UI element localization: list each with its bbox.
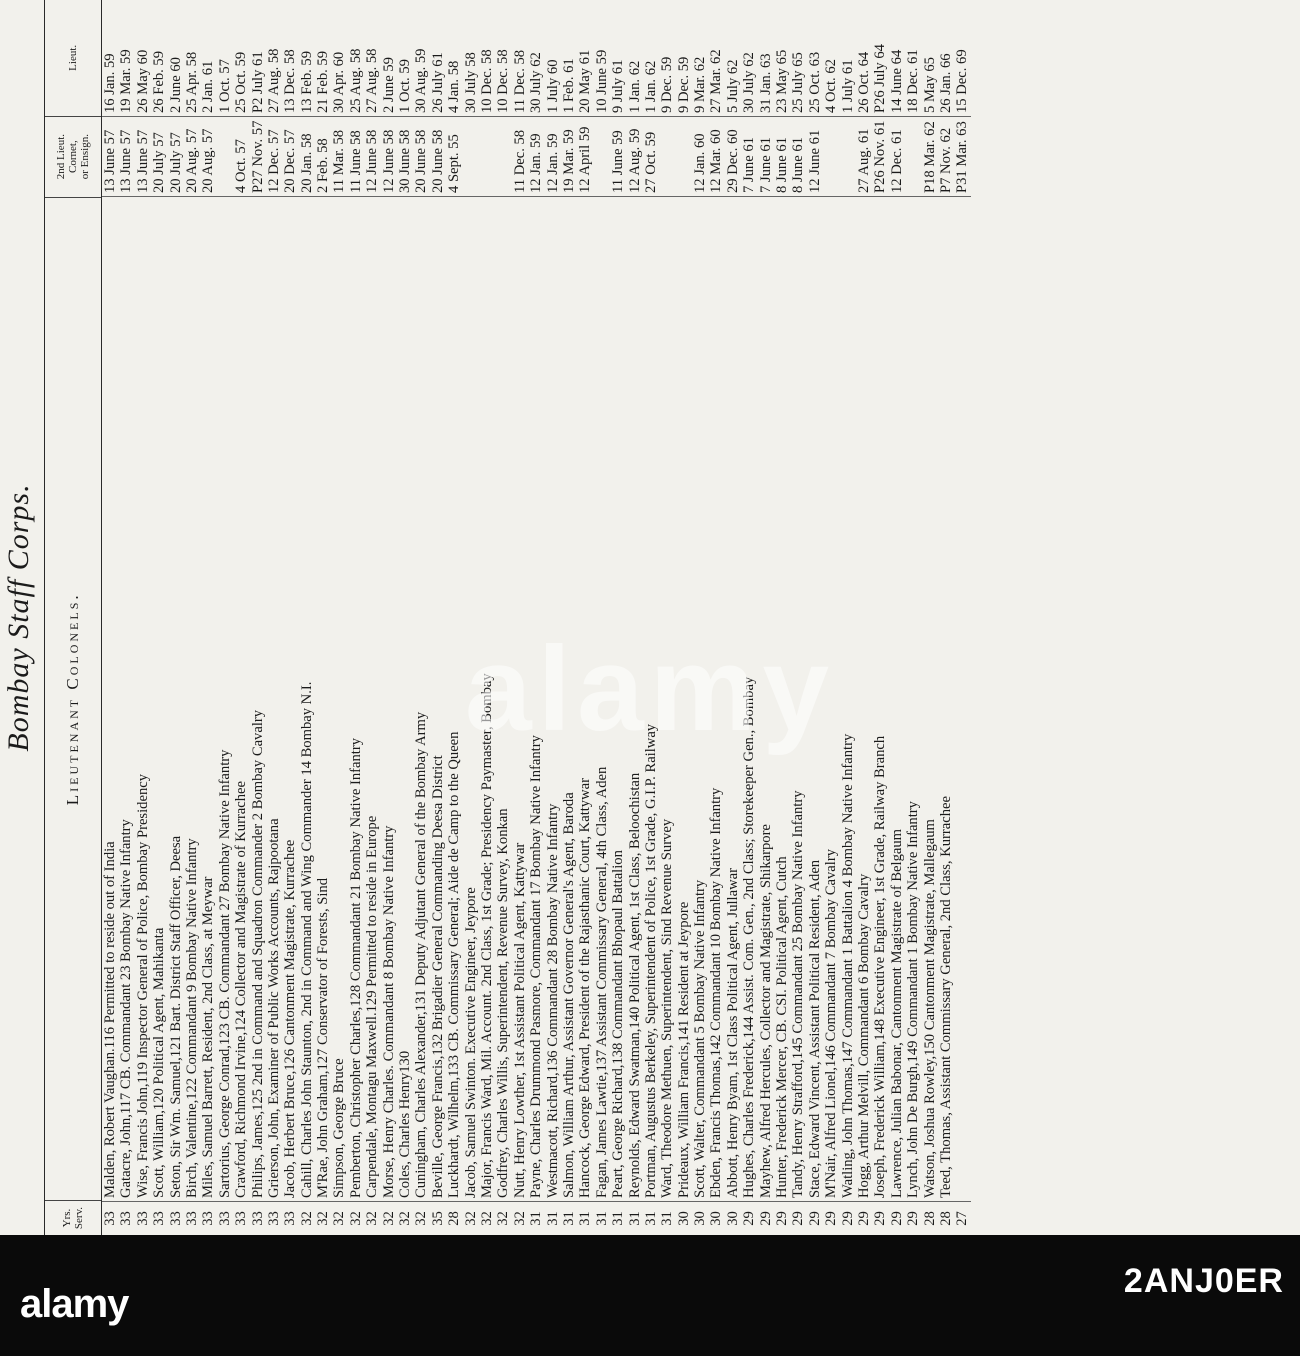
lieut-date-cell: 26 Jan. 66 bbox=[937, 53, 954, 113]
table-row bbox=[627, 0, 643, 1235]
table-row bbox=[708, 0, 724, 1235]
years-service-cell: 33 bbox=[102, 1201, 118, 1235]
officer-entry-cell: Nutt, Henry Lowther, 1st Assistant Political Agent, Kattywar bbox=[512, 196, 528, 1201]
lieut-date-cell: 10 Dec. 58 bbox=[495, 49, 512, 113]
running-title: Bombay Staff Corps. bbox=[2, 483, 35, 752]
years-service-cell: 30 bbox=[708, 1201, 724, 1235]
officer-entry-cell: Ebden, Francis Thomas,142 Commandant 10 Bombay Native Infantry bbox=[708, 196, 724, 1201]
ensign-date-cell: P27 Nov. 57 bbox=[250, 116, 266, 196]
ensign-date-cell: 20 June 58 bbox=[430, 116, 446, 196]
officer-entry-cell: Hogg, Arthur Melvill, Commandant 6 Bombay Cavalry bbox=[856, 196, 872, 1201]
officer-entry-cell: Grierson, John, Examiner of Public Works Accounts, Rajpootana bbox=[266, 196, 282, 1201]
table-row bbox=[889, 0, 905, 1235]
officer-entry-cell: Joseph, Frederick William,148 Executive Engineer, 1st Grade, Railway Branch bbox=[872, 196, 888, 1201]
years-service-cell: 32 bbox=[479, 1201, 495, 1235]
ensign-date-cell: 13 June 57 bbox=[102, 116, 118, 196]
years-service-cell: 32 bbox=[463, 1201, 479, 1235]
table-row bbox=[250, 0, 266, 1235]
years-service-cell: 32 bbox=[413, 1201, 429, 1235]
table-row bbox=[872, 0, 888, 1235]
table-row bbox=[758, 0, 774, 1235]
years-service-cell: 32 bbox=[364, 1201, 380, 1235]
header-lieut-date bbox=[45, 0, 101, 116]
officer-entry-cell: Birch, Valentine,122 Commandant 9 Bombay Native Infantry bbox=[184, 196, 200, 1201]
lieut-date-cell: 2 June 59 bbox=[380, 57, 397, 113]
table-row bbox=[659, 0, 675, 1235]
officer-entry-cell: Lawrence, Julian Babonar, Cantonment Magistrate of Belgaum bbox=[889, 196, 905, 1201]
officer-entry-cell: Crawford, Richmond Irvine,124 Collector and Magistrate of Kurrachee bbox=[233, 196, 249, 1201]
ensign-date-cell: 27 Aug. 61 bbox=[856, 116, 872, 196]
watermark: alamy bbox=[464, 622, 836, 756]
officer-entry-cell: Portman, Augustus Berkeley, Superintendent of Police, 1st Grade, G.I.P. Railway bbox=[643, 196, 659, 1201]
years-service-cell: 35 bbox=[430, 1201, 446, 1235]
table-row bbox=[479, 0, 495, 1235]
header-date-line2: Cornet, bbox=[67, 140, 79, 173]
officer-entry-cell: Stace, Edward Vincent, Assistant Political Resident, Aden bbox=[807, 196, 823, 1201]
years-service-cell: 31 bbox=[545, 1201, 561, 1235]
lieut-date-cell: 9 Dec. 59 bbox=[659, 56, 676, 113]
ensign-date-cell: 12 Jan. 59 bbox=[545, 116, 561, 196]
years-service-cell: 29 bbox=[889, 1201, 905, 1235]
years-service-cell: 33 bbox=[168, 1201, 184, 1235]
lieut-date-cell: 26 July 61 bbox=[429, 52, 446, 113]
officer-entry-cell: Scott, William,120 Political Agent, Mahikanta bbox=[151, 196, 167, 1201]
lieut-date-cell: 26 May 60 bbox=[134, 49, 151, 113]
table-row bbox=[938, 0, 954, 1235]
table-row bbox=[577, 0, 593, 1235]
ensign-date-cell: 7 June 61 bbox=[758, 116, 774, 196]
header-date-line1: 2nd Lieut. bbox=[55, 134, 67, 180]
officer-entry-cell: Coles, Charles Henry130 bbox=[397, 196, 413, 1201]
years-service-cell: 29 bbox=[905, 1201, 921, 1235]
ensign-date-cell: 12 April 59 bbox=[577, 116, 593, 196]
table-row bbox=[725, 0, 741, 1235]
ensign-date-cell: 13 June 57 bbox=[135, 116, 151, 196]
years-service-cell: 29 bbox=[840, 1201, 856, 1235]
table-row bbox=[397, 0, 413, 1235]
lieut-date-cell: 2 June 60 bbox=[167, 57, 184, 113]
officer-entry-cell: Godfrey, Charles Willis, Superintendent, Revenue Survey, Konkan bbox=[495, 196, 511, 1201]
years-service-cell: 32 bbox=[512, 1201, 528, 1235]
ensign-date-cell bbox=[905, 116, 921, 196]
ensign-date-cell: 20 July 57 bbox=[168, 116, 184, 196]
years-service-cell: 31 bbox=[594, 1201, 610, 1235]
table-row bbox=[561, 0, 577, 1235]
lieut-date-cell: 21 Feb. 59 bbox=[315, 50, 332, 113]
ensign-date-cell bbox=[495, 116, 511, 196]
years-service-cell: 28 bbox=[446, 1201, 462, 1235]
lieut-date-cell: 1 Oct. 59 bbox=[397, 59, 414, 113]
ensign-date-cell bbox=[217, 116, 233, 196]
officer-entry-cell: Jacob, Samuel Swinton. Executive Engineer, Jeypore bbox=[463, 196, 479, 1201]
table-row bbox=[413, 0, 429, 1235]
lieut-date-cell: 13 Dec. 58 bbox=[282, 49, 299, 113]
officer-entry-cell: Tandy, Henry Strafford,145 Commandant 25 Bombay Native Infantry bbox=[790, 196, 806, 1201]
lieut-date-cell: 1 July 61 bbox=[839, 59, 856, 113]
ensign-date-cell bbox=[823, 116, 839, 196]
footer-band bbox=[0, 1235, 1300, 1356]
lieut-date-cell: 2 Jan. 61 bbox=[200, 60, 217, 113]
table-row bbox=[856, 0, 872, 1235]
table-row bbox=[905, 0, 921, 1235]
years-service-cell: 31 bbox=[659, 1201, 675, 1235]
officer-entry-cell: Hunter, Frederick Mercer, CB. CSI. Political Agent, Cutch bbox=[774, 196, 790, 1201]
table-row bbox=[151, 0, 167, 1235]
lieut-date-cell: 26 Oct. 64 bbox=[855, 51, 872, 113]
ensign-date-cell: 12 Aug. 59 bbox=[627, 116, 643, 196]
table-row bbox=[217, 0, 233, 1235]
lieut-date-cell: 27 Mar. 62 bbox=[708, 49, 725, 113]
ensign-date-cell: 4 Oct. 57 bbox=[233, 116, 249, 196]
officer-entry-cell: M'Nair, Alfred Lionel,146 Commandant 7 Bombay Cavalry bbox=[823, 196, 839, 1201]
lieut-date-cell: 30 July 62 bbox=[741, 52, 758, 113]
table-row bbox=[348, 0, 364, 1235]
years-service-cell: 33 bbox=[118, 1201, 134, 1235]
ensign-date-cell bbox=[840, 116, 856, 196]
years-service-cell: 33 bbox=[200, 1201, 216, 1235]
ensign-date-cell: 11 Dec. 58 bbox=[512, 116, 528, 196]
ensign-date-cell: P7 Nov. 62 bbox=[938, 116, 954, 196]
years-service-cell: 30 bbox=[692, 1201, 708, 1235]
lieut-date-cell: 20 May 61 bbox=[577, 49, 594, 113]
ensign-date-cell: 12 Jan. 59 bbox=[528, 116, 544, 196]
brand-logo: alamy bbox=[20, 1282, 129, 1326]
ensign-date-cell: 4 Sept. 55 bbox=[446, 116, 462, 196]
table-row bbox=[299, 0, 315, 1235]
lieut-date-cell: 11 Dec. 58 bbox=[511, 49, 528, 113]
lieut-date-cell: 1 July 60 bbox=[544, 59, 561, 113]
table-row bbox=[381, 0, 397, 1235]
lieut-date-cell: 10 June 59 bbox=[593, 49, 610, 113]
ensign-date-cell: 20 July 57 bbox=[151, 116, 167, 196]
lieut-date-cell: 15 Dec. 69 bbox=[954, 49, 971, 113]
lieut-date-cell: 4 Jan. 58 bbox=[446, 60, 463, 113]
officer-entry-cell: Miles, Samuel Barrett, Resident, 2nd Class, at Meywar bbox=[200, 196, 216, 1201]
lieut-date-cell: 5 July 62 bbox=[724, 59, 741, 113]
officer-entry-cell: Philips, James,125 2nd in Command and Squadron Commander 2 Bombay Cavalry bbox=[250, 196, 266, 1201]
years-service-cell: 33 bbox=[282, 1201, 298, 1235]
years-service-cell: 32 bbox=[397, 1201, 413, 1235]
table-row bbox=[430, 0, 446, 1235]
header-years-service bbox=[45, 1200, 101, 1235]
officer-entry-cell: Cahill, Charles John Staunton, 2nd in Command and Wing Commander 14 Bombay N.I. bbox=[299, 196, 315, 1201]
header-yrs-label: Yrs. bbox=[61, 1208, 73, 1228]
years-service-cell: 29 bbox=[741, 1201, 757, 1235]
officer-entry-cell: Payne, Charles Drummond Pasmore, Commandant 17 Bombay Native Infantry bbox=[528, 196, 544, 1201]
lieut-date-cell: 25 July 65 bbox=[790, 52, 807, 113]
lieut-date-cell: 1 Jan. 62 bbox=[642, 60, 659, 113]
years-service-cell: 31 bbox=[561, 1201, 577, 1235]
ensign-date-cell: 20 June 58 bbox=[413, 116, 429, 196]
officer-entry-cell: Seton, Sir Wm. Samuel,121 Bart. District Staff Officer, Deesa bbox=[168, 196, 184, 1201]
table-header bbox=[45, 0, 102, 1235]
ensign-date-cell bbox=[594, 116, 610, 196]
officer-entry-cell: Wise, Francis John,119 Inspector General of Police, Bombay Presidency bbox=[135, 196, 151, 1201]
years-service-cell: 32 bbox=[331, 1201, 347, 1235]
lieut-date-cell: 5 May 65 bbox=[921, 57, 938, 113]
officer-entry-cell: Jacob, Herbert Bruce,126 Cantonment Magistrate, Kurrachee bbox=[282, 196, 298, 1201]
lieut-date-cell: 30 July 58 bbox=[462, 52, 479, 113]
table-row bbox=[643, 0, 659, 1235]
years-service-cell: 33 bbox=[217, 1201, 233, 1235]
lieut-date-cell: 16 Jan. 59 bbox=[102, 53, 118, 113]
lieut-date-cell: 10 Dec. 58 bbox=[478, 49, 495, 113]
lieut-date-cell: 23 May 65 bbox=[774, 49, 791, 113]
officer-entry-cell: Hancock, George Edward, President of the Rajasthanic Court, Kattywar bbox=[577, 196, 593, 1201]
years-service-cell: 32 bbox=[348, 1201, 364, 1235]
table-row bbox=[463, 0, 479, 1235]
table-row bbox=[545, 0, 561, 1235]
ensign-date-cell: 20 Aug. 57 bbox=[184, 116, 200, 196]
officer-entry-cell: Pemberton, Christopher Charles,128 Commandant 21 Bombay Native Infantry bbox=[348, 196, 364, 1201]
ensign-date-cell: 2 Feb. 58 bbox=[315, 116, 331, 196]
years-service-cell: 32 bbox=[299, 1201, 315, 1235]
table-row bbox=[823, 0, 839, 1235]
table-row bbox=[184, 0, 200, 1235]
years-service-cell: 33 bbox=[151, 1201, 167, 1235]
years-service-cell: 31 bbox=[627, 1201, 643, 1235]
table-row bbox=[840, 0, 856, 1235]
officer-entry-cell: Ward, Theodore Methuen, Superintendent, Sind Revenue Survey bbox=[659, 196, 675, 1201]
ensign-date-cell: 12 Mar. 60 bbox=[708, 116, 724, 196]
lieut-date-cell: P2 July 61 bbox=[249, 51, 266, 113]
ensign-date-cell: 20 Jan. 58 bbox=[299, 116, 315, 196]
years-service-cell: 29 bbox=[774, 1201, 790, 1235]
table-row bbox=[922, 0, 938, 1235]
years-service-cell: 32 bbox=[381, 1201, 397, 1235]
years-service-cell: 30 bbox=[676, 1201, 692, 1235]
ensign-date-cell: P31 Mar. 63 bbox=[954, 116, 970, 196]
table-row bbox=[364, 0, 380, 1235]
ensign-date-cell: 11 June 58 bbox=[348, 116, 364, 196]
ensign-date-cell: 8 June 61 bbox=[774, 116, 790, 196]
ensign-date-cell: 12 June 61 bbox=[807, 116, 823, 196]
table-row bbox=[118, 0, 134, 1235]
officer-entry-cell: Major, Francis Ward, Mil. Account. 2nd Class, 1st Grade; Presidency Paymaster, Bombay bbox=[479, 196, 495, 1201]
lieut-date-cell: 9 July 61 bbox=[610, 59, 627, 113]
officer-entry-cell: Prideaux, William Francis,141 Resident at Jeypore bbox=[676, 196, 692, 1201]
ensign-date-cell: 30 June 58 bbox=[397, 116, 413, 196]
years-service-cell: 33 bbox=[135, 1201, 151, 1235]
table-row bbox=[168, 0, 184, 1235]
lieut-date-cell: 1 Jan. 62 bbox=[626, 60, 643, 113]
years-service-cell: 29 bbox=[823, 1201, 839, 1235]
years-service-cell: 32 bbox=[315, 1201, 331, 1235]
table-row bbox=[692, 0, 708, 1235]
ensign-date-cell bbox=[659, 116, 675, 196]
lieut-date-cell: 19 Mar. 59 bbox=[118, 49, 135, 113]
lieut-date-cell: 4 Oct. 62 bbox=[823, 59, 840, 113]
years-service-cell: 33 bbox=[233, 1201, 249, 1235]
officer-entry-cell: Peart, George Richard,138 Commandant Bhopaul Battalion bbox=[610, 196, 626, 1201]
officer-entry-cell: Watling, John Thomas,147 Commandant 1 Battalion 4 Bombay Native Infantry bbox=[840, 196, 856, 1201]
years-service-cell: 31 bbox=[643, 1201, 659, 1235]
officer-entry-cell: Morse, Henry Charles. Commandant 8 Bombay Native Infantry bbox=[381, 196, 397, 1201]
lieut-date-cell: P26 July 64 bbox=[872, 44, 889, 113]
officer-entry-cell: Sartorius, George Conrad,123 CB. Commandant 27 Bombay Native Infantry bbox=[217, 196, 233, 1201]
officer-entry-cell: Watson, Joshua Rowley,150 Cantonment Magistrate, Mallegaum bbox=[922, 196, 938, 1201]
table-row bbox=[790, 0, 806, 1235]
officer-entry-cell: Teed, Thomas, Assistant Commissary General, 2nd Class, Kurrachee bbox=[938, 196, 954, 1201]
table-row bbox=[282, 0, 298, 1235]
years-service-cell: 31 bbox=[528, 1201, 544, 1235]
years-service-cell: 27 bbox=[954, 1201, 970, 1235]
table-row bbox=[233, 0, 249, 1235]
ensign-date-cell: 29 Dec. 60 bbox=[725, 116, 741, 196]
years-service-cell: 33 bbox=[250, 1201, 266, 1235]
lieut-date-cell: 14 June 64 bbox=[888, 49, 905, 113]
header-lieut-label: Lieut. bbox=[67, 44, 79, 71]
lieut-date-cell: 25 Oct. 63 bbox=[806, 51, 823, 113]
years-service-cell: 29 bbox=[872, 1201, 888, 1235]
officer-entry-cell: Hughes, Charles Frederick,144 Assist. Com. Gen., 2nd Class; Storekeeper Gen., Bombay bbox=[741, 196, 757, 1201]
table-row bbox=[446, 0, 462, 1235]
officer-entry-cell: Mayhew, Alfred Hercules, Collector and Magistrate, Shikarpore bbox=[758, 196, 774, 1201]
officer-entry-cell: Gatacre, John,117 CB. Commandant 23 Bombay Native Infantry bbox=[118, 196, 134, 1201]
ensign-date-cell bbox=[479, 116, 495, 196]
ensign-date-cell: P26 Nov. 61 bbox=[872, 116, 888, 196]
lieut-date-cell: 1 Oct. 57 bbox=[216, 59, 233, 113]
table-row bbox=[594, 0, 610, 1235]
table-row bbox=[774, 0, 790, 1235]
lieut-date-cell: 13 Feb. 59 bbox=[298, 50, 315, 113]
officer-entry-cell: Carpendale, Montagu Maxwell.129 Permitted to reside in Europe bbox=[364, 196, 380, 1201]
table-row bbox=[610, 0, 626, 1235]
header-date-line3: or Ensign. bbox=[79, 134, 91, 180]
table-row bbox=[266, 0, 282, 1235]
ensign-date-cell: 11 June 59 bbox=[610, 116, 626, 196]
officer-entry-cell: Beville, George Francis,132 Brigadier General Commanding Deesa District bbox=[430, 196, 446, 1201]
table-row bbox=[512, 0, 528, 1235]
table-row bbox=[135, 0, 151, 1235]
lieut-date-cell: 1 Feb. 61 bbox=[560, 58, 577, 113]
table-row bbox=[741, 0, 757, 1235]
lieut-date-cell: 27 Aug. 58 bbox=[265, 48, 282, 113]
ensign-date-cell: 13 June 57 bbox=[118, 116, 134, 196]
officer-entry-cell: Reynolds, Edward Swatman,140 Political Agent, 1st Class, Beloochistan bbox=[627, 196, 643, 1201]
ensign-date-cell: 8 June 61 bbox=[790, 116, 806, 196]
header-ensign-date bbox=[45, 116, 101, 197]
ensign-date-cell: 12 Dec. 57 bbox=[266, 116, 282, 196]
years-service-cell: 33 bbox=[266, 1201, 282, 1235]
lieut-date-cell: 27 Aug. 58 bbox=[364, 48, 381, 113]
ensign-date-cell: 20 Dec. 57 bbox=[282, 116, 298, 196]
lieut-date-cell: 18 Dec. 61 bbox=[905, 49, 922, 113]
lieut-date-cell: 9 Mar. 62 bbox=[692, 56, 709, 113]
years-service-cell: 29 bbox=[807, 1201, 823, 1235]
officer-entry-cell: Abbott, Henry Byam, 1st Class Political Agent, Jullawar bbox=[725, 196, 741, 1201]
ensign-date-cell: 19 Mar. 59 bbox=[561, 116, 577, 196]
years-service-cell: 33 bbox=[184, 1201, 200, 1235]
ensign-date-cell: 12 June 58 bbox=[381, 116, 397, 196]
table-row bbox=[315, 0, 331, 1235]
lieut-date-cell: 25 Aug. 58 bbox=[347, 48, 364, 113]
table-row bbox=[528, 0, 544, 1235]
table-body bbox=[102, 0, 971, 1235]
officer-entry-cell: Malden, Robert Vaughan.116 Permitted to reside out of India bbox=[102, 196, 118, 1201]
ensign-date-cell: 7 June 61 bbox=[741, 116, 757, 196]
years-service-cell: 28 bbox=[922, 1201, 938, 1235]
ensign-date-cell: 20 Aug. 57 bbox=[200, 116, 216, 196]
years-service-cell: 30 bbox=[725, 1201, 741, 1235]
table-row bbox=[807, 0, 823, 1235]
officer-entry-cell: Cuningham, Charles Alexander,131 Deputy Adjutant General of the Bombay Army bbox=[413, 196, 429, 1201]
table-row bbox=[102, 0, 118, 1235]
table-row bbox=[954, 0, 970, 1235]
years-service-cell: 29 bbox=[758, 1201, 774, 1235]
years-service-cell: 31 bbox=[610, 1201, 626, 1235]
ensign-date-cell: 27 Oct. 59 bbox=[643, 116, 659, 196]
lieut-date-cell: 25 Apr. 58 bbox=[183, 51, 200, 113]
lieut-date-cell: 30 Aug. 59 bbox=[413, 48, 430, 113]
ensign-date-cell: 12 June 58 bbox=[364, 116, 380, 196]
officer-entry-cell: Lynch, John De Burgh,149 Commandant 1 Bombay Native Infantry bbox=[905, 196, 921, 1201]
officer-entry-cell: Westmacott, Richard,136 Commandant 28 Bombay Native Infantry bbox=[545, 196, 561, 1201]
ensign-date-cell bbox=[676, 116, 692, 196]
years-service-cell: 29 bbox=[790, 1201, 806, 1235]
officer-entry-cell: Salmon, William Arthur, Assistant Governor General's Agent, Baroda bbox=[561, 196, 577, 1201]
officer-entry-cell: Fagan, James Lawtie,137 Assistant Commissary General, 4th Class, Aden bbox=[594, 196, 610, 1201]
table-row bbox=[331, 0, 347, 1235]
officer-entry-cell: Luckhardt, Wilhelm,133 CB. Commissary General; Aide de Camp to the Queen bbox=[446, 196, 462, 1201]
lieut-date-cell: 30 Apr. 60 bbox=[331, 51, 348, 113]
table-row bbox=[676, 0, 692, 1235]
lieut-date-cell: 26 Feb. 59 bbox=[151, 50, 168, 113]
header-name-label: Lieutenant Colonels. bbox=[63, 592, 82, 806]
years-service-cell: 31 bbox=[577, 1201, 593, 1235]
lieut-date-cell: 31 Jan. 63 bbox=[757, 53, 774, 113]
lieut-date-cell: 30 July 62 bbox=[528, 52, 545, 113]
years-service-cell: 32 bbox=[495, 1201, 511, 1235]
ensign-date-cell: 12 Jan. 60 bbox=[692, 116, 708, 196]
table-row bbox=[200, 0, 216, 1235]
years-service-cell: 29 bbox=[856, 1201, 872, 1235]
years-service-cell: 28 bbox=[938, 1201, 954, 1235]
ensign-date-cell: 11 Mar. 58 bbox=[331, 116, 347, 196]
table-row bbox=[495, 0, 511, 1235]
header-serv-label: Serv. bbox=[73, 1206, 85, 1230]
officer-entry-cell: Scott, Walter, Commandant 5 Bombay Native Infantry bbox=[692, 196, 708, 1201]
lieut-date-cell: 25 Oct. 59 bbox=[233, 51, 250, 113]
ensign-date-cell: P18 Mar. 62 bbox=[922, 116, 938, 196]
officer-entry-cell: Simpson, George Bruce bbox=[331, 196, 347, 1201]
ensign-date-cell: 12 Dec. 61 bbox=[889, 116, 905, 196]
officer-table bbox=[44, 0, 971, 1235]
officer-entry-cell: M'Rae, John Graham,127 Conservator of Forests, Sind bbox=[315, 196, 331, 1201]
lieut-date-cell: 9 Dec. 59 bbox=[675, 56, 692, 113]
ensign-date-cell bbox=[463, 116, 479, 196]
image-id: 2ANJ0ER bbox=[1123, 1262, 1284, 1300]
